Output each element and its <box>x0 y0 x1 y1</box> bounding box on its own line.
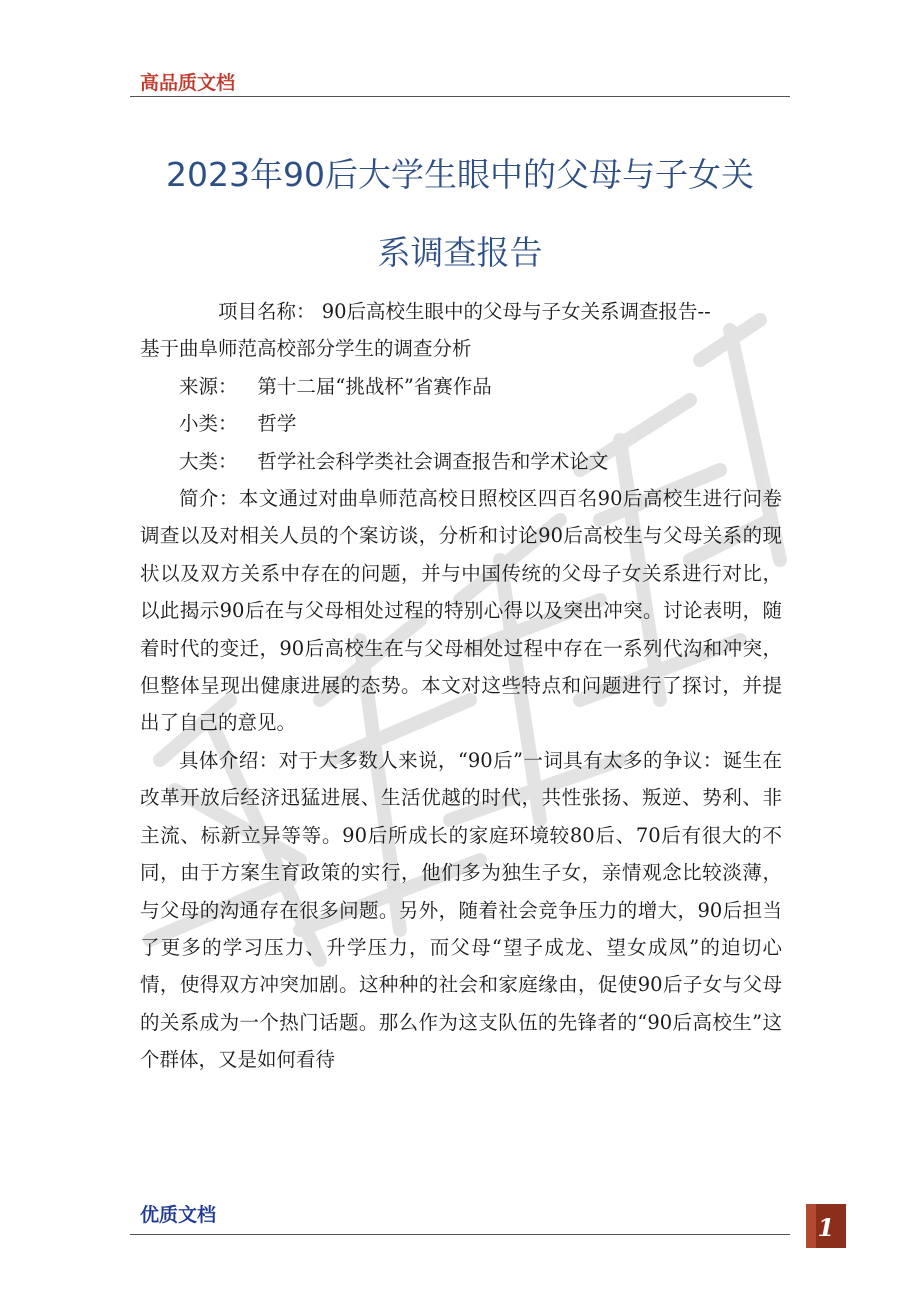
document-body <box>140 293 782 1079</box>
meta-project-value: 90后高校生眼中的父母与子女关系调查报告-- <box>321 300 711 323</box>
title-line-1: 2023年90后大学生眼中的父母与子女关 <box>166 155 754 194</box>
page-number: 1 <box>817 1213 835 1242</box>
meta-subcategory-label: 小类： <box>179 412 238 436</box>
document-title <box>130 136 790 292</box>
meta-source-label: 来源： <box>179 374 238 398</box>
meta-category <box>140 443 782 480</box>
header-label: 高品质文档 <box>140 72 236 94</box>
meta-subcategory <box>140 405 782 442</box>
meta-category-label: 大类： <box>179 449 238 473</box>
intro-paragraph: 简介：本文通过对曲阜师范高校日照校区四百名90后高校生进行问卷调查以及对相关人员的个案访谈，分析和讨论90后高校生与父母关系的现状以及双方关系中存在的问题，并与中国传统的父母子女关系进行对比，以此揭示90后在与父母相处过程的特别心得以及突出冲突。讨论表明，随着时代的变迁，90后高校生在与父母相处过程中存在一系列代沟和冲突，但整体呈现出健康进展的态势。本文对这些特点和问题进行了探讨，并提出了自己的意见。 <box>140 487 782 735</box>
meta-source-value: 第十二届“挑战杯”省赛作品 <box>257 374 492 398</box>
meta-source <box>140 368 782 405</box>
meta-project-continued: 基于曲阜师范高校部分学生的调查分析 <box>140 337 472 361</box>
header-divider <box>130 96 790 97</box>
detail-paragraph: 具体介绍：对于大多数人来说，“90后”一词具有太多的争议：诞生在改革开放后经济迅猛进展、生活优越的时代，共性张扬、叛逆、势利、非主流、标新立异等等。90后所成长的家庭环境较80后、70后有很大的不同，由于方案生育政策的实行，他们多为独生子女，亲情观念比较淡薄，与父母的沟通存在很多问题。另外，随着社会竞争压力的增大，90后担当了更多的学习压力、升学压力，而父母“望子成龙、望女成凤”的迫切心情，使得双方冲突加剧。这种种的社会和家庭缘由，促使90后子女与父母的关系成为一个热门话题。那么作为这支队伍的先锋者的“90后高校生”这个群体，又是如何看待 <box>140 748 782 1072</box>
meta-subcategory-value: 哲学 <box>257 412 297 436</box>
meta-category-value: 哲学社会科学类社会调查报告和学术论文 <box>257 449 609 473</box>
meta-project-label: 项目名称： <box>218 300 316 323</box>
page-number-badge <box>806 1204 846 1248</box>
meta-project <box>140 293 782 330</box>
footer-label: 优质文档 <box>140 1204 217 1226</box>
footer-divider <box>130 1234 790 1235</box>
title-line-2: 系调查报告 <box>377 233 543 272</box>
